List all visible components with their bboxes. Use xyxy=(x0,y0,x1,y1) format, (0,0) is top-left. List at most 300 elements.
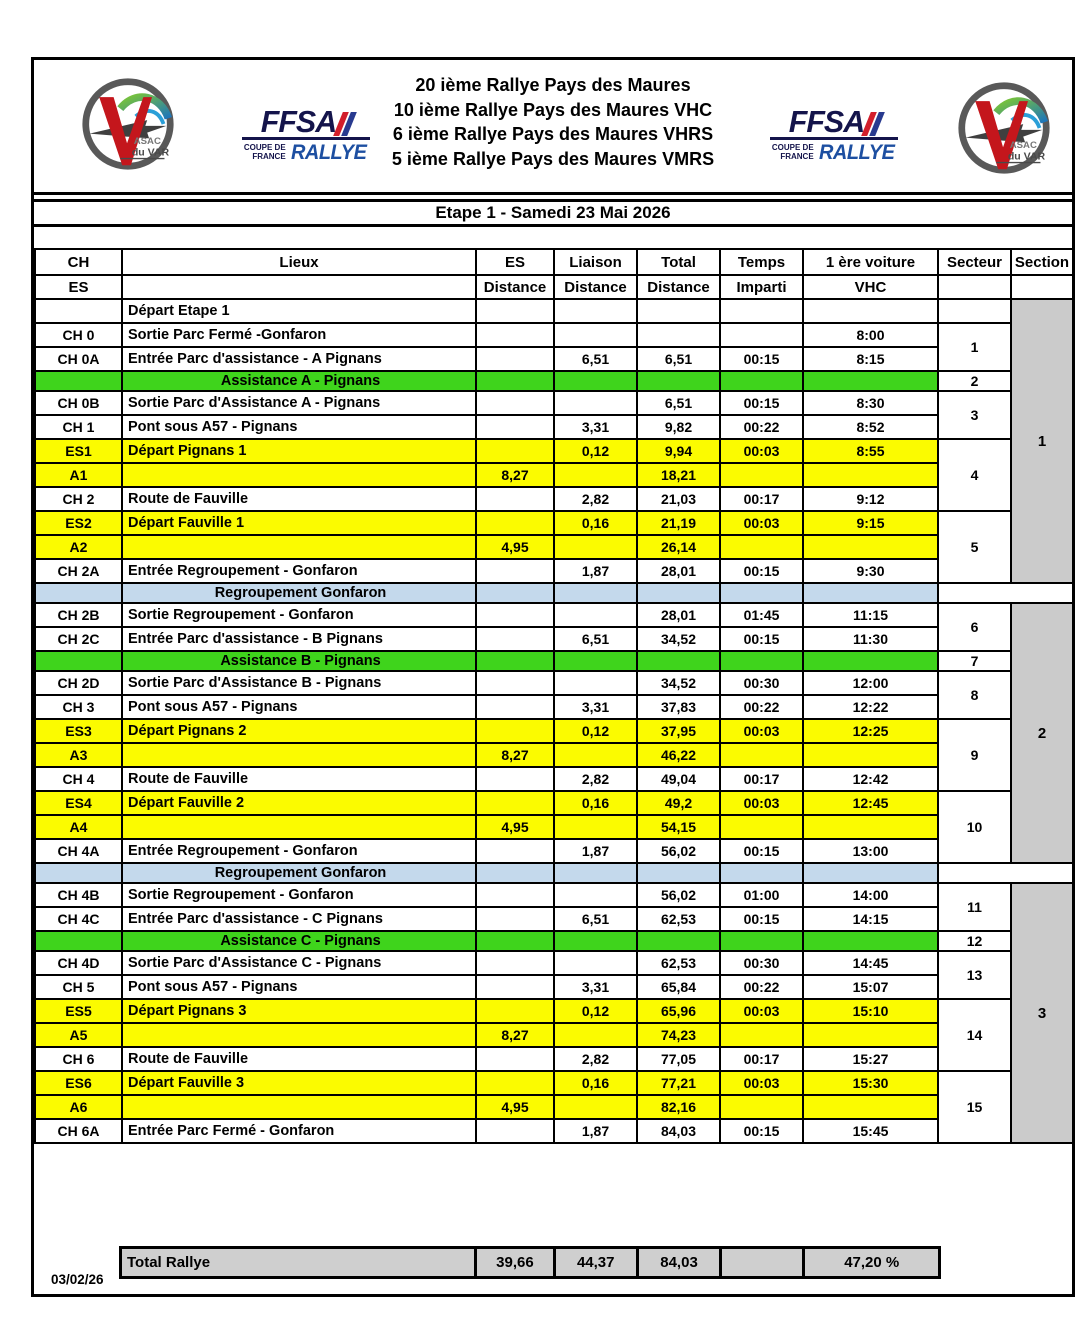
cell-es-distance: 8,27 xyxy=(476,1023,554,1047)
itinerary-row-ch-2b xyxy=(35,603,1073,627)
cell-ch: CH 5 xyxy=(35,975,122,999)
cell-liaison-distance xyxy=(554,671,637,695)
cell-liaison-distance xyxy=(554,951,637,975)
cell-es-distance xyxy=(476,767,554,791)
cell-temps-imparti: 00:15 xyxy=(720,1119,803,1143)
cell-es-distance xyxy=(476,1047,554,1071)
cell-lieu: Assistance C - Pignans xyxy=(122,931,476,951)
total-total-distance: 84,03 xyxy=(637,1248,720,1278)
cell-total-distance: 34,52 xyxy=(637,627,720,651)
cell-ch: CH 0A xyxy=(35,347,122,371)
cell-secteur: 14 xyxy=(938,999,1011,1071)
cell-total-distance: 9,94 xyxy=(637,439,720,463)
header-col-ch: CH xyxy=(35,249,122,275)
cell-ch xyxy=(35,931,122,951)
cell-total-distance: 28,01 xyxy=(637,603,720,627)
itinerary-row-ch-4b xyxy=(35,883,1073,907)
rallye-label: RALLYE xyxy=(818,141,895,164)
cell-secteur: 5 xyxy=(938,511,1011,583)
total-vhc-percent: 47,20 % xyxy=(804,1248,940,1278)
cell-lieu: Entrée Parc d'assistance - C Pignans xyxy=(122,907,476,931)
cell-temps-imparti: 00:17 xyxy=(720,1047,803,1071)
cell-es-distance xyxy=(476,651,554,671)
ffsa-wordmark xyxy=(770,104,898,140)
logo-text-duvar: du VAR xyxy=(1007,150,1046,163)
cell-es-distance xyxy=(476,951,554,975)
logo-text-duvar: du VAR xyxy=(131,146,170,159)
cell-vhc-time: 8:00 xyxy=(803,323,938,347)
asac-du-var-logo-right xyxy=(956,80,1052,176)
event-title-4: 5 ième Rallye Pays des Maures VMRS xyxy=(391,148,715,169)
document-frame xyxy=(31,57,1075,1297)
itinerary-row-es1 xyxy=(35,439,1073,463)
cell-secteur: 8 xyxy=(938,671,1011,719)
cell-total-distance: 54,15 xyxy=(637,815,720,839)
cell-vhc-time: 15:10 xyxy=(803,999,938,1023)
cell-temps-imparti xyxy=(720,535,803,559)
itinerary-row-ch-1 xyxy=(35,415,1073,439)
cell-secteur: 11 xyxy=(938,883,1011,931)
header-col-es: ES xyxy=(476,249,554,275)
cell-temps-imparti xyxy=(720,583,803,603)
cell-ch: ES6 xyxy=(35,1071,122,1095)
cell-ch xyxy=(35,583,122,603)
cell-liaison-distance xyxy=(554,743,637,767)
cell-ch: A3 xyxy=(35,743,122,767)
cell-lieu: Regroupement Gonfaron xyxy=(122,583,476,603)
cell-vhc-time xyxy=(803,1023,938,1047)
coupe-line2: FRANCE xyxy=(252,151,286,161)
cell-lieu: Sortie Regroupement - Gonfaron xyxy=(122,603,476,627)
cell-liaison-distance xyxy=(554,463,637,487)
cell-ch: CH 4 xyxy=(35,767,122,791)
cell-vhc-time: 15:27 xyxy=(803,1047,938,1071)
cell-secteur: 13 xyxy=(938,951,1011,999)
cell-liaison-distance: 6,51 xyxy=(554,347,637,371)
cell-lieu: Regroupement Gonfaron xyxy=(122,863,476,883)
cell-es-distance xyxy=(476,907,554,931)
itinerary-row-a6 xyxy=(35,1095,1073,1119)
cell-ch: ES2 xyxy=(35,511,122,535)
cell-temps-imparti: 00:03 xyxy=(720,791,803,815)
cell-ch: A1 xyxy=(35,463,122,487)
cell-total-distance: 65,96 xyxy=(637,999,720,1023)
event-titles xyxy=(34,73,1072,171)
cell-ch: ES5 xyxy=(35,999,122,1023)
cell-ch: CH 2D xyxy=(35,671,122,695)
cell-es-distance: 8,27 xyxy=(476,743,554,767)
itinerary-row-ch-6a xyxy=(35,1119,1073,1143)
itinerary-row-assistance-a-pignans xyxy=(35,371,1073,391)
cell-vhc-time: 12:42 xyxy=(803,767,938,791)
cell-ch xyxy=(35,299,122,323)
cell-es-distance xyxy=(476,883,554,907)
cell-total-distance: 77,21 xyxy=(637,1071,720,1095)
cell-ch: CH 6A xyxy=(35,1119,122,1143)
cell-vhc-time xyxy=(803,743,938,767)
itinerary-row-a1 xyxy=(35,463,1073,487)
total-row-table xyxy=(119,1246,941,1279)
cell-ch xyxy=(35,651,122,671)
cell-vhc-time xyxy=(803,651,938,671)
cell-liaison-distance xyxy=(554,583,637,603)
itinerary-row-regroupement-gonfaron xyxy=(35,863,1073,883)
cell-ch xyxy=(35,371,122,391)
cell-lieu: Départ Pignans 2 xyxy=(122,719,476,743)
cell-vhc-time xyxy=(803,815,938,839)
cell-temps-imparti: 00:03 xyxy=(720,1071,803,1095)
cell-temps-imparti: 00:15 xyxy=(720,347,803,371)
cell-es-distance xyxy=(476,1071,554,1095)
coupe-line1: COUPE DE xyxy=(243,143,286,152)
total-liaison-distance: 44,37 xyxy=(554,1248,637,1278)
cell-total-distance: 62,53 xyxy=(637,907,720,931)
header-col-vhc: VHC xyxy=(803,275,938,299)
cell-vhc-time: 11:15 xyxy=(803,603,938,627)
cell-es-distance xyxy=(476,347,554,371)
cell-liaison-distance xyxy=(554,603,637,627)
cell-temps-imparti: 00:22 xyxy=(720,415,803,439)
cell-vhc-time: 9:30 xyxy=(803,559,938,583)
cell-temps-imparti: 01:45 xyxy=(720,603,803,627)
cell-total-distance: 65,84 xyxy=(637,975,720,999)
footer-date: 03/02/26 xyxy=(51,1272,104,1287)
cell-total-distance: 6,51 xyxy=(637,347,720,371)
cell-total-distance xyxy=(637,371,720,391)
header-col-lieux: Lieux xyxy=(122,249,476,275)
cell-vhc-time: 9:12 xyxy=(803,487,938,511)
cell-total-distance: 56,02 xyxy=(637,839,720,863)
cell-vhc-time xyxy=(803,863,938,883)
itinerary-row-ch-4d xyxy=(35,951,1073,975)
header-col-secteur2 xyxy=(938,275,1011,299)
cell-ch: ES3 xyxy=(35,719,122,743)
cell-total-distance: 26,14 xyxy=(637,535,720,559)
header-col-temps: Temps xyxy=(720,249,803,275)
cell-es-distance xyxy=(476,627,554,651)
cell-vhc-time xyxy=(803,299,938,323)
cell-temps-imparti: 00:15 xyxy=(720,391,803,415)
cell-liaison-distance: 1,87 xyxy=(554,559,637,583)
cell-lieu xyxy=(122,1095,476,1119)
itinerary-header-row xyxy=(35,275,1073,299)
cell-es-distance xyxy=(476,323,554,347)
cell-lieu: Entrée Parc d'assistance - A Pignans xyxy=(122,347,476,371)
cell-lieu: Départ Pignans 3 xyxy=(122,999,476,1023)
cell-secteur xyxy=(938,299,1011,323)
itinerary-row-d-part-etape-1 xyxy=(35,299,1073,323)
cell-ch: CH 3 xyxy=(35,695,122,719)
cell-temps-imparti: 00:03 xyxy=(720,439,803,463)
cell-liaison-distance xyxy=(554,299,637,323)
cell-vhc-time: 13:00 xyxy=(803,839,938,863)
cell-vhc-time: 8:52 xyxy=(803,415,938,439)
cell-total-distance xyxy=(637,583,720,603)
cell-ch: CH 4A xyxy=(35,839,122,863)
itinerary-row-ch-0 xyxy=(35,323,1073,347)
cell-vhc-time: 15:45 xyxy=(803,1119,938,1143)
cell-ch: CH 2B xyxy=(35,603,122,627)
cell-liaison-distance xyxy=(554,815,637,839)
cell-vhc-time: 12:45 xyxy=(803,791,938,815)
itinerary-row-ch-2 xyxy=(35,487,1073,511)
cell-liaison-distance: 2,82 xyxy=(554,767,637,791)
header-col-premiere-voiture: 1 ère voiture xyxy=(803,249,938,275)
cell-temps-imparti xyxy=(720,863,803,883)
cell-temps-imparti xyxy=(720,299,803,323)
cell-total-distance: 18,21 xyxy=(637,463,720,487)
cell-lieu: Pont sous A57 - Pignans xyxy=(122,695,476,719)
cell-secteur: 3 xyxy=(938,391,1011,439)
logo-text-asac: ASAC xyxy=(1009,140,1037,152)
cell-es-distance xyxy=(476,415,554,439)
coupe-line2: FRANCE xyxy=(780,151,814,161)
cell-liaison-distance: 0,16 xyxy=(554,791,637,815)
asac-du-var-logo-icon xyxy=(956,80,1052,176)
cell-total-distance: 46,22 xyxy=(637,743,720,767)
itinerary-row-a5 xyxy=(35,1023,1073,1047)
cell-temps-imparti xyxy=(720,1095,803,1119)
itinerary-row-a2 xyxy=(35,535,1073,559)
itinerary-row-a3 xyxy=(35,743,1073,767)
cell-lieu: Assistance B - Pignans xyxy=(122,651,476,671)
cell-es-distance xyxy=(476,583,554,603)
itinerary-row-es3 xyxy=(35,719,1073,743)
cell-temps-imparti: 00:22 xyxy=(720,975,803,999)
coupe-de-france-label xyxy=(772,144,814,161)
cell-es-distance xyxy=(476,299,554,323)
itinerary-table-body xyxy=(35,299,1073,1143)
cell-total-distance: 34,52 xyxy=(637,671,720,695)
cell-liaison-distance: 3,31 xyxy=(554,695,637,719)
cell-vhc-time: 15:30 xyxy=(803,1071,938,1095)
cell-es-distance xyxy=(476,439,554,463)
cell-ch: A4 xyxy=(35,815,122,839)
cell-es-distance xyxy=(476,839,554,863)
stage-banner: Etape 1 - Samedi 23 Mai 2026 xyxy=(34,199,1072,227)
itinerary-row-ch-6 xyxy=(35,1047,1073,1071)
cell-liaison-distance: 1,87 xyxy=(554,839,637,863)
header-col-total-distance: Distance xyxy=(637,275,720,299)
cell-temps-imparti xyxy=(720,931,803,951)
cell-temps-imparti: 00:03 xyxy=(720,999,803,1023)
itinerary-row-ch-4c xyxy=(35,907,1073,931)
cell-es-distance: 4,95 xyxy=(476,815,554,839)
header-col-lieux2 xyxy=(122,275,476,299)
cell-vhc-time xyxy=(803,1095,938,1119)
cell-total-distance: 62,53 xyxy=(637,951,720,975)
cell-lieu: Route de Fauville xyxy=(122,767,476,791)
cell-ch: CH 0 xyxy=(35,323,122,347)
cell-secteur-section-merged xyxy=(938,583,1073,603)
itinerary-row-ch-2a xyxy=(35,559,1073,583)
total-label: Total Rallye xyxy=(121,1248,476,1278)
cell-es-distance xyxy=(476,559,554,583)
cell-lieu: Assistance A - Pignans xyxy=(122,371,476,391)
cell-liaison-distance: 2,82 xyxy=(554,1047,637,1071)
cell-temps-imparti: 00:15 xyxy=(720,559,803,583)
cell-es-distance xyxy=(476,1119,554,1143)
cell-es-distance: 4,95 xyxy=(476,535,554,559)
document-header xyxy=(34,60,1072,195)
cell-es-distance xyxy=(476,791,554,815)
cell-temps-imparti: 00:15 xyxy=(720,839,803,863)
cell-liaison-distance xyxy=(554,883,637,907)
cell-temps-imparti: 00:03 xyxy=(720,511,803,535)
cell-temps-imparti xyxy=(720,815,803,839)
cell-lieu: Sortie Parc d'Assistance C - Pignans xyxy=(122,951,476,975)
cell-liaison-distance xyxy=(554,931,637,951)
cell-ch xyxy=(35,863,122,883)
cell-temps-imparti: 01:00 xyxy=(720,883,803,907)
cell-temps-imparti: 00:17 xyxy=(720,767,803,791)
cell-secteur: 4 xyxy=(938,439,1011,511)
cell-ch: CH 2C xyxy=(35,627,122,651)
itinerary-row-regroupement-gonfaron xyxy=(35,583,1073,603)
cell-temps-imparti xyxy=(720,1023,803,1047)
header-col-secteur: Secteur xyxy=(938,249,1011,275)
cell-total-distance: 9,82 xyxy=(637,415,720,439)
cell-vhc-time xyxy=(803,463,938,487)
cell-ch: CH 4C xyxy=(35,907,122,931)
cell-ch: A5 xyxy=(35,1023,122,1047)
itinerary-row-es6 xyxy=(35,1071,1073,1095)
cell-temps-imparti xyxy=(720,651,803,671)
cell-total-distance: 82,16 xyxy=(637,1095,720,1119)
cell-liaison-distance: 0,12 xyxy=(554,719,637,743)
cell-vhc-time: 8:30 xyxy=(803,391,938,415)
cell-vhc-time: 12:25 xyxy=(803,719,938,743)
cell-secteur: 7 xyxy=(938,651,1011,671)
cell-liaison-distance xyxy=(554,651,637,671)
cell-secteur: 12 xyxy=(938,931,1011,951)
cell-total-distance: 56,02 xyxy=(637,883,720,907)
cell-temps-imparti: 00:17 xyxy=(720,487,803,511)
ffsa-name: FFSA xyxy=(788,104,864,139)
cell-vhc-time xyxy=(803,931,938,951)
cell-secteur-section-merged xyxy=(938,863,1073,883)
cell-liaison-distance: 0,12 xyxy=(554,999,637,1023)
cell-total-distance: 21,19 xyxy=(637,511,720,535)
header-col-liaison: Liaison xyxy=(554,249,637,275)
cell-lieu: Départ Fauville 1 xyxy=(122,511,476,535)
cell-vhc-time: 14:15 xyxy=(803,907,938,931)
cell-total-distance: 6,51 xyxy=(637,391,720,415)
cell-total-distance xyxy=(637,931,720,951)
cell-lieu: Entrée Parc d'assistance - B Pignans xyxy=(122,627,476,651)
cell-lieu: Pont sous A57 - Pignans xyxy=(122,415,476,439)
cell-total-distance: 74,23 xyxy=(637,1023,720,1047)
france-flag-icon xyxy=(862,112,886,136)
cell-liaison-distance: 6,51 xyxy=(554,627,637,651)
cell-vhc-time: 12:22 xyxy=(803,695,938,719)
cell-vhc-time xyxy=(803,371,938,391)
event-title-3: 6 ième Rallye Pays des Maures VHRS xyxy=(392,124,714,144)
cell-vhc-time xyxy=(803,535,938,559)
cell-vhc-time xyxy=(803,583,938,603)
cell-vhc-time: 11:30 xyxy=(803,627,938,651)
cell-lieu: Entrée Regroupement - Gonfaron xyxy=(122,559,476,583)
cell-secteur: 6 xyxy=(938,603,1011,651)
cell-temps-imparti: 00:03 xyxy=(720,719,803,743)
cell-lieu xyxy=(122,743,476,767)
itinerary-row-a4 xyxy=(35,815,1073,839)
ffsa-name: FFSA xyxy=(260,104,336,139)
cell-es-distance xyxy=(476,931,554,951)
cell-liaison-distance: 0,16 xyxy=(554,1071,637,1095)
cell-lieu: Départ Fauville 2 xyxy=(122,791,476,815)
event-title-2: 10 ième Rallye Pays des Maures VHC xyxy=(393,99,713,120)
header-col-es2: ES xyxy=(35,275,122,299)
ffsa-rallye-logo-right xyxy=(770,104,898,166)
cell-liaison-distance: 2,82 xyxy=(554,487,637,511)
cell-temps-imparti: 00:22 xyxy=(720,695,803,719)
cell-es-distance xyxy=(476,603,554,627)
cell-es-distance xyxy=(476,671,554,695)
cell-total-distance: 84,03 xyxy=(637,1119,720,1143)
cell-vhc-time: 14:00 xyxy=(803,883,938,907)
itinerary-row-es2 xyxy=(35,511,1073,535)
logo-text-asac: ASAC xyxy=(133,136,161,148)
cell-lieu: Pont sous A57 - Pignans xyxy=(122,975,476,999)
cell-lieu: Sortie Regroupement - Gonfaron xyxy=(122,883,476,907)
event-title-1: 20 ième Rallye Pays des Maures xyxy=(415,75,691,95)
itinerary-row-ch-2d xyxy=(35,671,1073,695)
cell-secteur: 10 xyxy=(938,791,1011,863)
rallye-label: RALLYE xyxy=(290,141,367,164)
cell-es-distance xyxy=(476,999,554,1023)
cell-es-distance xyxy=(476,695,554,719)
itinerary-table-head xyxy=(35,249,1073,299)
itinerary-row-ch-0a xyxy=(35,347,1073,371)
itinerary-row-es4 xyxy=(35,791,1073,815)
cell-vhc-time: 9:15 xyxy=(803,511,938,535)
cell-vhc-time: 8:55 xyxy=(803,439,938,463)
cell-temps-imparti xyxy=(720,323,803,347)
itinerary-row-ch-0b xyxy=(35,391,1073,415)
cell-lieu: Route de Fauville xyxy=(122,1047,476,1071)
cell-secteur: 2 xyxy=(938,371,1011,391)
cell-total-distance: 21,03 xyxy=(637,487,720,511)
cell-lieu: Entrée Regroupement - Gonfaron xyxy=(122,839,476,863)
cell-temps-imparti xyxy=(720,463,803,487)
cell-total-distance xyxy=(637,651,720,671)
itinerary-row-ch-5 xyxy=(35,975,1073,999)
cell-ch: CH 0B xyxy=(35,391,122,415)
cell-liaison-distance xyxy=(554,323,637,347)
total-temps xyxy=(721,1248,804,1278)
itinerary-table xyxy=(34,248,1074,1144)
total-es-distance: 39,66 xyxy=(476,1248,554,1278)
header-col-section: Section xyxy=(1011,249,1073,275)
cell-lieu: Sortie Parc Fermé -Gonfaron xyxy=(122,323,476,347)
cell-liaison-distance xyxy=(554,863,637,883)
cell-total-distance: 49,04 xyxy=(637,767,720,791)
cell-liaison-distance: 3,31 xyxy=(554,415,637,439)
cell-secteur: 15 xyxy=(938,1071,1011,1143)
cell-lieu: Départ Fauville 3 xyxy=(122,1071,476,1095)
header-col-section2 xyxy=(1011,275,1073,299)
cell-ch: A2 xyxy=(35,535,122,559)
itinerary-row-assistance-c-pignans xyxy=(35,931,1073,951)
cell-ch: CH 2 xyxy=(35,487,122,511)
cell-lieu: Départ Pignans 1 xyxy=(122,439,476,463)
cell-section: 1 xyxy=(1011,299,1073,583)
cell-section: 3 xyxy=(1011,883,1073,1143)
cell-lieu: Départ Etape 1 xyxy=(122,299,476,323)
cell-total-distance xyxy=(637,863,720,883)
cell-vhc-time: 15:07 xyxy=(803,975,938,999)
